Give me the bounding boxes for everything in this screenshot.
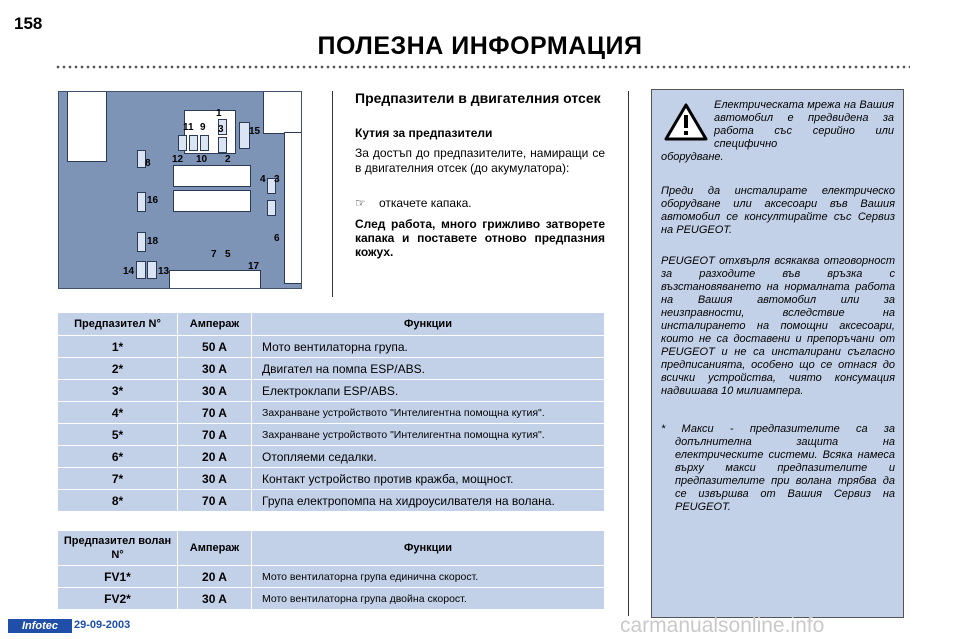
fuse-box-diagram — [58, 91, 302, 289]
dotted-divider — [55, 64, 910, 70]
fuse-label: 3 — [274, 174, 280, 185]
fuse-amperage: 30 A — [178, 380, 252, 402]
panel-text-maxi-note: * Макси - предпазителите са за допълнителна защита на електрическите системи. Всяка намеса върху макси предпазителите и предпазителите при волана трябва да се извършва от Вашия Сервиз на PEUGEOT. — [661, 423, 895, 513]
fuse-label: 10 — [196, 154, 208, 165]
fuse-block-lower — [173, 190, 251, 212]
fuse — [218, 137, 227, 153]
fuse-number: FV2* — [58, 588, 178, 610]
column-header: Функции — [252, 531, 605, 566]
fuse-function: Контакт устройство против кражба, мощност. — [252, 468, 605, 490]
fuse-amperage: 70 A — [178, 424, 252, 446]
fuse-number: FV1* — [58, 566, 178, 588]
page-number: 158 — [14, 14, 43, 33]
warning-triangle-icon — [664, 102, 708, 142]
fuse-label: 4 — [260, 174, 266, 185]
fuse — [147, 261, 157, 279]
fuse — [178, 135, 187, 151]
fuse-function: Отопляеми седалки. — [252, 446, 605, 468]
fuse-block-middle — [173, 165, 251, 187]
fuse — [137, 192, 146, 212]
fuse-amperage: 20 A — [178, 566, 252, 588]
table-row — [58, 490, 605, 512]
fuse-label: 5 — [225, 249, 231, 260]
panel-text-disclaimer: PEUGEOT отхвърля всякаква отговорност за разходите във връзка с възстановяването на нормалната работа на Вашия автомобил или за неизправности, вследствие на инсталирането на помощни аксесоари, които не са доставени и препоръчани от PEUGEOT и не са инсталирани съгласно предписанията, особено що се отнася до всички устройства, чиято консумация надвишава 10 милиампера. — [661, 255, 895, 397]
fuse-function: Захранване устройството "Интелигентна помощна кутия". — [252, 402, 605, 424]
section-body: За достъп до предпазителите, намиращи се в двигателния отсек (до акумулатора): — [355, 146, 605, 175]
section-bullet — [355, 196, 605, 210]
fuse-label: 12 — [172, 154, 184, 165]
section-note: След работа, много грижливо затворете капака и поставете отново предпазния кожух. — [355, 217, 605, 259]
fuse-amperage: 30 A — [178, 588, 252, 610]
section-subtitle: Кутия за предпазители — [355, 126, 493, 140]
fuse-amperage: 70 A — [178, 402, 252, 424]
fuse-amperage: 20 A — [178, 446, 252, 468]
table-row — [58, 336, 605, 358]
table-row — [58, 402, 605, 424]
fuse — [137, 232, 146, 252]
fuse-block-strip — [284, 132, 302, 284]
section-title: Предпазители в двигателния отсек — [355, 90, 601, 106]
panel-text-intro: Електрическата мрежа на Вашия автомобил е предвидена за работа със серийно или специфично — [714, 99, 894, 150]
fuse-number: 7* — [58, 468, 178, 490]
page-title: ПОЛЕЗНА ИНФОРМАЦИЯ — [317, 32, 643, 60]
fuse-block-left — [67, 91, 107, 162]
fuse-label: 18 — [147, 236, 159, 247]
table-row — [58, 380, 605, 402]
bullet-text: откачете капака. — [379, 196, 472, 210]
fuse-number: 6* — [58, 446, 178, 468]
fuse — [189, 135, 198, 151]
fuse-label: 15 — [249, 126, 261, 137]
panel-text-consult: Преди да инсталирате електрическо оборудване или аксесоари във Вашия автомобил се консултирайте със Сервиз на PEUGEOT. — [661, 185, 895, 236]
divider-line — [628, 91, 629, 616]
table-row — [58, 358, 605, 380]
fuse-block-bottom — [169, 270, 261, 289]
engine-fuse-table — [57, 312, 605, 512]
infotec-logo: Infotec — [8, 619, 72, 633]
fuse-label: 2 — [225, 154, 231, 165]
fuse-function: Мото вентилаторна група двойна скорост. — [252, 588, 605, 610]
pointing-hand-icon: ☞ — [355, 196, 366, 210]
fuse-function: Захранване устройството "Интелигентна помощна кутия". — [252, 424, 605, 446]
fuse-label: 6 — [274, 233, 280, 244]
table-row — [58, 468, 605, 490]
footer-date: 29-09-2003 — [74, 619, 131, 631]
fuse-label: 11 — [183, 122, 194, 133]
fuse-label: 1 — [216, 108, 222, 119]
fuse-label: 7 — [211, 249, 217, 260]
panel-text-intro-end: оборудване. — [661, 151, 724, 163]
fuse-label: 17 — [248, 261, 260, 272]
watermark: carmanualsonline.info — [620, 614, 825, 637]
table-row — [58, 424, 605, 446]
column-header: Ампераж — [178, 531, 252, 566]
column-header: Ампераж — [178, 313, 252, 336]
info-panel — [651, 89, 904, 618]
fuse — [200, 135, 209, 151]
fuse-block-right — [263, 91, 302, 134]
fuse-label: 9 — [200, 122, 206, 133]
fuse-function: Мото вентилаторна група. — [252, 336, 605, 358]
fuse-number: 4* — [58, 402, 178, 424]
fuse-label: 16 — [147, 195, 159, 206]
table-row — [58, 566, 605, 588]
fuse — [267, 200, 276, 216]
fuse-label: 8 — [145, 158, 151, 169]
column-header: Предпазител волан N° — [58, 531, 178, 566]
fuse-label: 14 — [123, 266, 135, 277]
table-row — [58, 446, 605, 468]
fuse-number: 5* — [58, 424, 178, 446]
divider-line — [332, 91, 333, 297]
fuse — [136, 261, 146, 279]
table-row — [58, 588, 605, 610]
fuse-amperage: 30 A — [178, 468, 252, 490]
fuse-function: Група електропомпа на хидроусилвателя на волана. — [252, 490, 605, 512]
fuse-amperage: 50 A — [178, 336, 252, 358]
fuse-label: 3 — [218, 124, 224, 135]
fuse-number: 2* — [58, 358, 178, 380]
fuse-number: 1* — [58, 336, 178, 358]
steering-fuse-table — [57, 530, 605, 610]
fuse-number: 8* — [58, 490, 178, 512]
fuse-amperage: 70 A — [178, 490, 252, 512]
fuse-function: Мото вентилаторна група единична скорост. — [252, 566, 605, 588]
table-header-row — [58, 313, 605, 336]
table-header-row — [58, 531, 605, 566]
fuse-label: 13 — [158, 266, 170, 277]
fuse-function: Двигател на помпа ESP/ABS. — [252, 358, 605, 380]
column-header: Функции — [252, 313, 605, 336]
fuse-function: Електроклапи ESP/ABS. — [252, 380, 605, 402]
fuse-amperage: 30 A — [178, 358, 252, 380]
column-header: Предпазител N° — [58, 313, 178, 336]
fuse-number: 3* — [58, 380, 178, 402]
